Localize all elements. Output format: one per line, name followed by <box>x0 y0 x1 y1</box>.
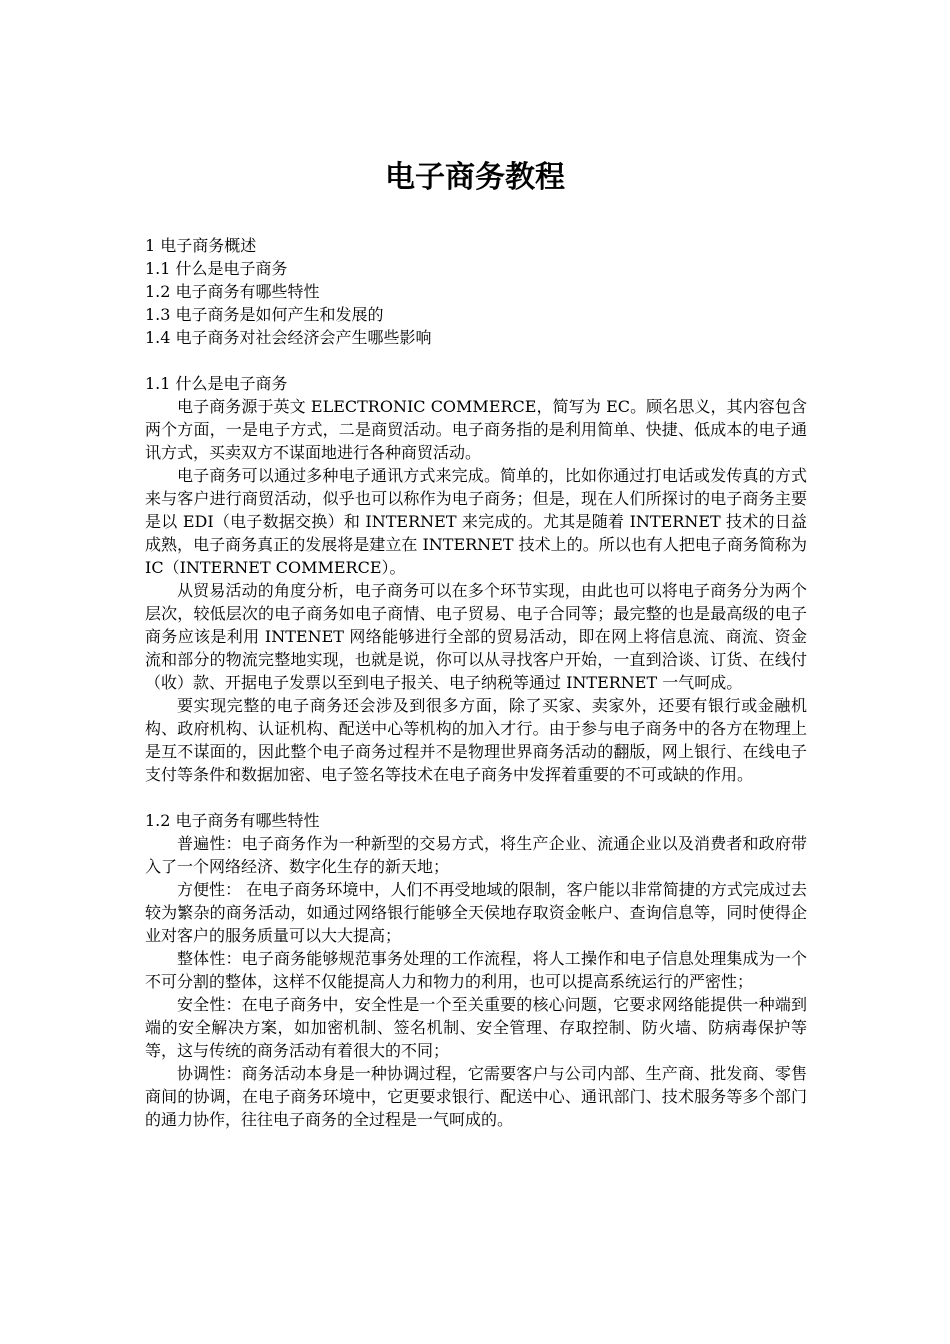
section-heading: 1.2 电子商务有哪些特性 <box>145 811 320 830</box>
feature-paragraph: 协调性：商务活动本身是一种协调过程，它需要客户与公司内部、生产商、批发商、零售商间的协调，在电子商务环境中，它更要求银行、配送中心、通讯部门、技术服务等多个部门的通力协作，往往电子商务的全过程是一气呵成的。 <box>145 1064 807 1129</box>
blank-line <box>145 349 807 372</box>
toc-item: 1.2 电子商务有哪些特性 <box>145 282 320 301</box>
document-body <box>145 234 807 1131</box>
toc-item: 1 电子商务概述 <box>145 236 257 255</box>
paragraph: 要实现完整的电子商务还会涉及到很多方面，除了买家、卖家外，还要有银行或金融机构、政府机构、认证机构、配送中心等机构的加入才行。由于参与电子商务中的各方在物理上是互不谋面的，因此整个电子商务过程并不是物理世界商务活动的翻版，网上银行、在线电子支付等条件和数据加密、电子签名等技术在电子商务中发挥着重要的不可或缺的作用。 <box>145 696 807 784</box>
section-what-is-ec <box>145 372 807 786</box>
section-heading: 1.1 什么是电子商务 <box>145 374 288 393</box>
paragraph: 电子商务源于英文 ELECTRONIC COMMERCE，简写为 EC。顾名思义，其内容包含两个方面，一是电子方式，二是商贸活动。电子商务指的是利用简单、快捷、低成本的电子通讯方式，买卖双方不谋面地进行各种商贸活动。 <box>145 397 807 462</box>
feature-paragraph: 整体性：电子商务能够规范事务处理的工作流程，将人工操作和电子信息处理集成为一个不可分割的整体，这样不仅能提高人力和物力的利用，也可以提高系统运行的严密性； <box>145 949 807 991</box>
blank-line <box>145 786 807 809</box>
feature-paragraph: 安全性：在电子商务中，安全性是一个至关重要的核心问题，它要求网络能提供一种端到端的安全解决方案，如加密机制、签名机制、安全管理、存取控制、防火墙、防病毒保护等等，这与传统的商务活动有着很大的不同； <box>145 995 807 1060</box>
feature-paragraph: 普遍性：电子商务作为一种新型的交易方式，将生产企业、流通企业以及消费者和政府带入了一个网络经济、数字化生存的新天地； <box>145 834 807 876</box>
table-of-contents <box>145 234 807 349</box>
section-ec-features <box>145 809 807 1131</box>
toc-item: 1.1 什么是电子商务 <box>145 259 288 278</box>
paragraph: 电子商务可以通过多种电子通讯方式来完成。简单的，比如你通过打电话或发传真的方式来与客户进行商贸活动，似乎也可以称作为电子商务；但是，现在人们所探讨的电子商务主要是以 EDI（电子数据交换）和 INTERNET 来完成的。尤其是随着 INTERNET 技术的日益成熟，电子商务真正的发展将是建立在 INTERNET 技术上的。所以也有人把电子商务简称为 IC（INTERNET COMMERCE）。 <box>145 466 807 577</box>
toc-item: 1.3 电子商务是如何产生和发展的 <box>145 305 384 324</box>
feature-paragraph: 方便性： 在电子商务环境中，人们不再受地域的限制，客户能以非常简捷的方式完成过去较为繁杂的商务活动，如通过网络银行能够全天侯地存取资金帐户、查询信息等，同时使得企业对客户的服务质量可以大大提高； <box>145 880 807 945</box>
paragraph: 从贸易活动的角度分析，电子商务可以在多个环节实现，由此也可以将电子商务分为两个层次，较低层次的电子商务如电子商情、电子贸易、电子合同等；最完整的也是最高级的电子商务应该是利用 INTENET 网络能够进行全部的贸易活动，即在网上将信息流、商流、资金流和部分的物流完整地实现，也就是说，你可以从寻找客户开始，一直到洽谈、订货、在线付（收）款、开据电子发票以至到电子报关、电子纳税等通过 INTERNET 一气呵成。 <box>145 581 807 692</box>
document-title: 电子商务教程 <box>385 160 565 195</box>
toc-item: 1.4 电子商务对社会经济会产生哪些影响 <box>145 328 432 347</box>
